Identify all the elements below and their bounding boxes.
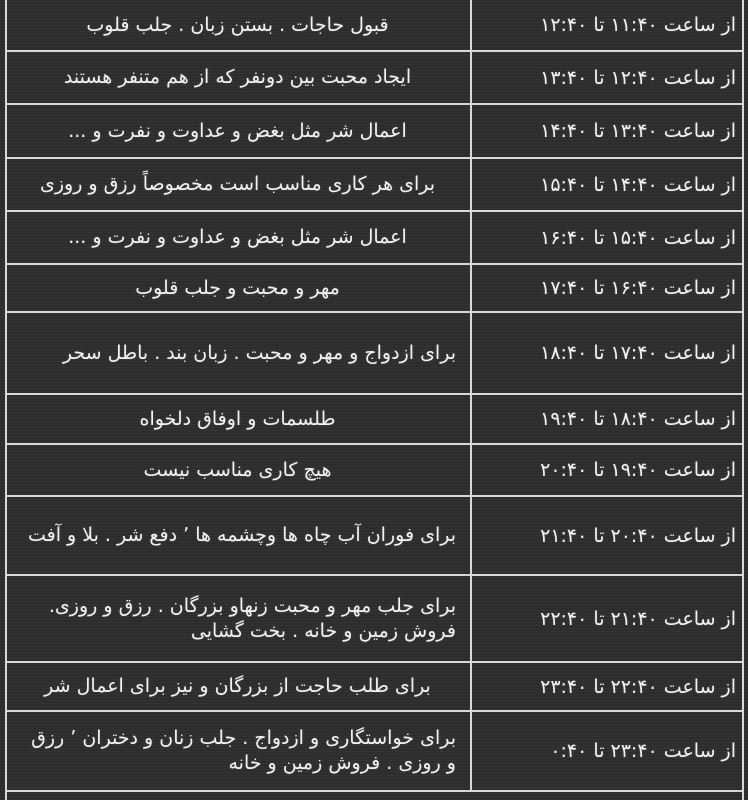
time-range: از ساعت ۲۲:۴۰ تا ۲۳:۴۰ xyxy=(540,675,736,698)
activity-description: هیچ کاری مناسب نیست xyxy=(7,445,472,495)
activity-description: مهر و محبت و جلب قلوب xyxy=(7,265,472,311)
time-range: از ساعت ۱۹:۴۰ تا ۲۰:۴۰ xyxy=(540,459,736,481)
table-row xyxy=(7,313,742,395)
table-row xyxy=(7,212,742,265)
time-range: از ساعت ۲۰:۴۰ تا ۲۱:۴۰ xyxy=(540,524,736,547)
hours-table xyxy=(5,0,744,800)
time-range: از ساعت ۱۳:۴۰ تا ۱۴:۴۰ xyxy=(540,120,736,142)
activity-description: برای طلب حاجت از بزرگان و نیز برای اعمال شر xyxy=(7,663,472,710)
table-row xyxy=(7,497,742,576)
activity-description: اعمال شر مثل بغض و عداوت و نفرت و ... xyxy=(7,212,472,263)
table-row xyxy=(7,395,742,445)
table-row xyxy=(7,576,742,663)
activity-description: طلسمات و اوفاق دلخواه xyxy=(7,395,472,443)
table-row xyxy=(7,159,742,212)
time-range: از ساعت ۱۱:۴۰ تا ۱۲:۴۰ xyxy=(540,14,736,36)
time-range: از ساعت ۱۸:۴۰ تا ۱۹:۴۰ xyxy=(540,408,736,430)
table-row xyxy=(7,265,742,313)
activity-description: برای فوران آب چاه ها وچشمه ها ٬ دفع شر . بلا و آفت xyxy=(7,497,472,574)
table-row xyxy=(7,105,742,159)
activity-description: برای خواستگاری و ازدواج . جلب زنان و دختران ٬ رزق و روزی . فروش زمین و خانه xyxy=(7,712,472,790)
activity-description: برای جلب مهر و محبت زنهاو بزرگان . رزق و روزی. فروش زمین و خانه . بخت گشایی xyxy=(7,576,472,661)
activity-description: قبول حاجات . بستن زبان . جلب قلوب xyxy=(7,0,472,50)
time-range: از ساعت ۱۶:۴۰ تا ۱۷:۴۰ xyxy=(540,277,736,299)
time-range: از ساعت ۲۳:۴۰ تا ۰:۴۰ xyxy=(550,740,736,762)
table-row xyxy=(7,0,742,52)
table-row xyxy=(7,445,742,497)
activity-description: ایجاد محبت بین دونفر که از هم متنفر هستند xyxy=(7,52,472,103)
time-range: از ساعت ۲۱:۴۰ تا ۲۲:۴۰ xyxy=(540,607,736,630)
time-range: از ساعت ۱۴:۴۰ تا ۱۵:۴۰ xyxy=(540,173,736,196)
table-row xyxy=(7,663,742,712)
time-range: از ساعت ۱۲:۴۰ تا ۱۳:۴۰ xyxy=(540,66,736,89)
time-range: از ساعت ۱۷:۴۰ تا ۱۸:۴۰ xyxy=(540,342,736,364)
table-row xyxy=(7,52,742,105)
activity-description: برای ازدواج و مهر و محبت . زبان بند . باطل سحر xyxy=(7,313,472,393)
table-row xyxy=(7,712,742,792)
activity-description: برای هر کاری مناسب است مخصوصاً رزق و روزی xyxy=(7,159,472,210)
time-range: از ساعت ۱۵:۴۰ تا ۱۶:۴۰ xyxy=(540,226,736,249)
activity-description: اعمال شر مثل بغض و عداوت و نفرت و ... xyxy=(7,105,472,157)
